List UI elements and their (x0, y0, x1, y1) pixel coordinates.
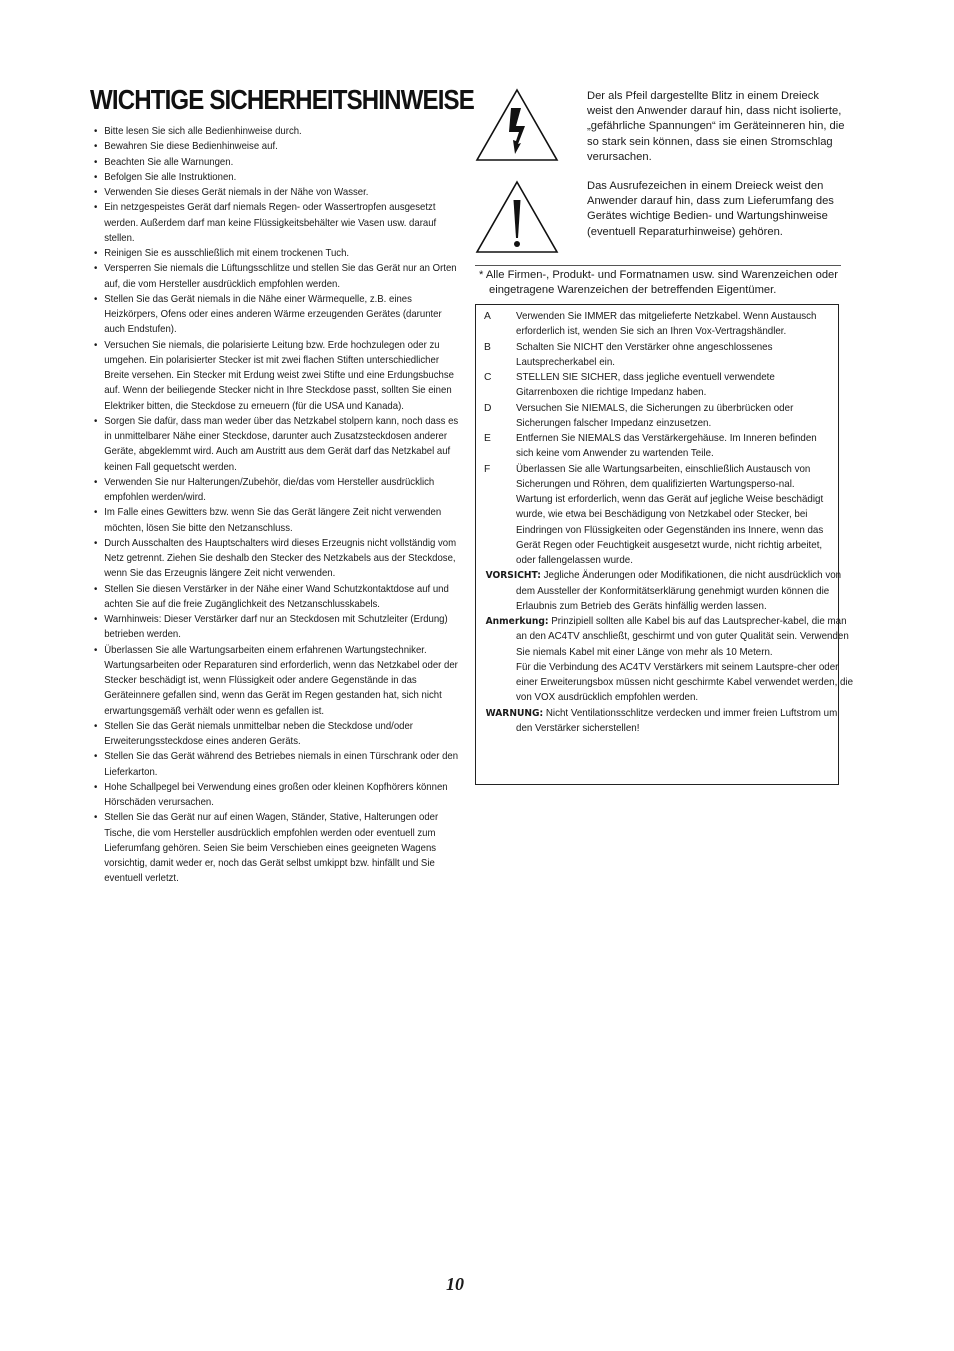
exclamation-triangle-icon (475, 180, 559, 254)
caution-text: Jegliche Änderungen oder Modifikationen, die nicht ausdrücklich von dem Aussteller der Konformitätserklärung genehmigt wurden können die Erlaubnis zum Betrieb des Geräts hinfällig werden lassen. (516, 570, 842, 612)
notice-item (484, 401, 824, 432)
notice-list (484, 309, 854, 736)
remark-text-2: Für die Verbindung des AC4TV Verstärkers mit seinem Lautspre-cher oder einer Erweiterungsbox müssen nicht geschirmte Kabel verwendet werden, die von VOX ausdrücklich empfohlen werden. (516, 661, 854, 704)
page-title: WICHTIGE SICHERHEITSHINWEISE (90, 84, 474, 115)
instruction-item: • Stellen Sie das Gerät niemals unmittelbar neben die Steckdose und/oder Erweiterungssteckdose eines anderen Geräts. (94, 719, 464, 750)
instruction-item: • Im Falle eines Gewitters bzw. wenn Sie das Gerät längere Zeit nicht verwenden möchten, lösen Sie bitte den Netzanschluss. (94, 505, 464, 536)
lightning-triangle-icon (475, 88, 559, 162)
instruction-item: • Warnhinweis: Dieser Verstärker darf nur an Steckdosen mit Schutzleiter (Erdung) betrieben werden. (94, 612, 464, 643)
notice-text: Überlassen Sie alle Wartungsarbeiten, einschließlich Austausch von Sicherungen und Röhren, dem qualifizierten Wartungsperso-nal. Wartung ist erforderlich, wenn das Gerät auf jegliche Weise beschädigt wurde, wie etwa bei Beschädigung von Netzkabel oder Stecker, bei Eindringen von Flüssigkeiten oder Gegenständen ins Innere, wenn das Gerät Regen oder Feuchtigkeit ausgesetzt wurde, nicht richtig arbeitet, oder fallengelassen wurde. (516, 463, 824, 566)
instruction-item: • Hohe Schallpegel bei Verwendung eines großen oder kleinen Kopfhörers können Hörschäden verursachen. (94, 780, 464, 811)
instruction-item: • Versuchen Sie niemals, die polarisierte Leitung bzw. Erde hochzulegen oder zu umgehen. Ein polarisierter Stecker ist mit zwei flachen Stiften unterschiedlicher Breite versehen. Ein Stecker mit Erdung weist zwei Stifte und eine Erdungsbuchse auf. Wenn der beiliegende Stecker nicht in Ihre Steckdose passt, sollten Sie einen Elektriker bitten, die Steckdose zu erneuern (für die USA und Kanada). (94, 338, 464, 414)
divider (475, 265, 841, 266)
remark-label: Anmerkung: (485, 616, 549, 627)
safety-instructions-list (94, 124, 462, 887)
lightning-symbol-text: Der als Pfeil dargestellte Blitz in einem Dreieck weist den Anwender darauf hin, dass nicht isolierte, „gefährliche Spannungen“ im Geräteinneren hin, die so stark sein können, dass sie einen Stromschlag verursachen. (587, 90, 845, 163)
notice-letter: C (484, 372, 492, 383)
instruction-item: • Befolgen Sie alle Instruktionen. (94, 170, 464, 185)
instruction-item: • Bitte lesen Sie sich alle Bedienhinweise durch. (94, 124, 464, 139)
instruction-item: • Verwenden Sie dieses Gerät niemals in der Nähe von Wasser. (94, 185, 464, 200)
instruction-item: • Stellen Sie das Gerät niemals in die Nähe einer Wärmequelle, z.B. eines Heizkörpers, Ofens oder eines anderen Wärme erzeugenden Gerätes (darunter auch Endstufen). (94, 292, 464, 338)
remark-notice (484, 614, 854, 706)
remark-text: Prinzipiell sollten alle Kabel bis auf das Lautsprecher-kabel, die man an den AC4TV anschließt, geschirmt und von guter Qualität sein. Verwenden Sie niemals Kabel mit einer Länge von mehr als 10 Metern. (516, 616, 849, 658)
notice-letter: D (484, 402, 492, 414)
instruction-item: • Ein netzgespeistes Gerät darf niemals Regen- oder Wassertropfen ausgesetzt werden. Außerdem darf man keine Flüssigkeitsbehälter wie Vasen usw. darauf stellen. (94, 200, 464, 246)
instruction-item: • Bewahren Sie diese Bedienhinweise auf. (94, 139, 464, 154)
notice-text: Verwenden Sie IMMER das mitgelieferte Netzkabel. Wenn Austausch erforderlich ist, wenden Sie sich an Ihren Vox-Vertragshändler. (516, 311, 817, 338)
caution-notice (484, 568, 842, 614)
exclamation-symbol-text: Das Ausrufezeichen in einem Dreieck weist den Anwender darauf hin, dass zum Lieferumfang des Gerätes wichtige Bedien- und Wartungshinweise (eventuell Reparaturhinweise) gehören. (587, 180, 834, 238)
instruction-item: • Stellen Sie das Gerät während des Betriebes niemals in einen Türschrank oder den Lieferkarton. (94, 749, 464, 780)
instruction-item: • Überlassen Sie alle Wartungsarbeiten einem erfahrenen Wartungstechniker. Wartungsarbeiten oder Reparaturen sind erforderlich, wenn das Netzkabel oder der Stecker beschädigt ist, wenn Flüssigkeit oder andere Gegenstände in das Geräteinnere gefallen sind, wenn das Gerät im Regen gestanden hat, sich nicht erwartungsgemäß verhält oder wenn es gefallen ist. (94, 643, 464, 719)
instruction-item: • Beachten Sie alle Warnungen. (94, 155, 464, 170)
instruction-item: • Versperren Sie niemals die Lüftungsschlitze und stellen Sie das Gerät nur an Orten auf, die vom Hersteller ausdrücklich empfohlen werden. (94, 261, 464, 292)
trademark-note: * Alle Firmen-, Produkt- und Formatnamen usw. sind Warenzeichen oder eingetragene Warenzeichen der betreffenden Eigentümer. (479, 269, 838, 297)
notice-item (484, 370, 824, 401)
notice-letter: B (484, 341, 491, 353)
notice-item (484, 431, 824, 462)
instruction-item: • Sorgen Sie dafür, dass man weder über das Netzkabel stolpern kann, noch dass es in unmittelbarer Nähe einer Steckdose, darunter auch Zusatzsteckdosen anderer Geräte, abgeklemmt wird. Auch am Austritt aus dem Gerät darf das Netzkabel auf keinen Fall gequetscht werden. (94, 414, 464, 475)
notice-text: STELLEN SIE SICHER, dass jegliche eventuell verwendete Gitarrenboxen die richtige Impedanz haben. (516, 372, 775, 399)
notice-item (484, 462, 824, 569)
notice-letter: E (484, 433, 491, 444)
notice-text: Schalten Sie NICHT den Verstärker ohne angeschlossenes Lautsprecherkabel ein. (516, 341, 773, 368)
notice-item (484, 340, 824, 371)
notice-letter: A (484, 311, 491, 322)
notice-text: Versuchen Sie NIEMALS, die Sicherungen zu überbrücken oder Sicherungen falscher Impedanz einzusetzen. (516, 402, 794, 429)
instruction-item: • Reinigen Sie es ausschließlich mit einem trockenen Tuch. (94, 246, 464, 261)
instruction-item: • Stellen Sie diesen Verstärker in der Nähe einer Wand Schutzkontaktdose auf und achten Sie auf die freie Zugänglichkeit des Netzanschlusskabels. (94, 582, 464, 613)
page-number: 10 (446, 1274, 464, 1294)
amplifier-notice-box (475, 304, 854, 785)
instruction-item: • Stellen Sie das Gerät nur auf einen Wagen, Ständer, Stative, Halterungen oder Tische, die vom Hersteller ausdrücklich empfohlen werden oder eventuell zum Lieferumfang gehören. Seien Sie beim Verschieben eines geeigneten Wagens vorsichtig, damit weder er, noch das Gerät selbst umkippt bzw. hinfällt und Sie eventuell verletzt. (94, 810, 464, 886)
notice-letter: F (484, 463, 491, 475)
caution-label: VORSICHT: (485, 570, 541, 582)
warning-text: Nicht Ventilationsschlitze verdecken und immer freien Luftstrom um den Verstärker sicherstellen! (516, 707, 838, 734)
warning-notice (484, 706, 838, 737)
notice-item (484, 309, 824, 340)
notice-text: Entfernen Sie NIEMALS das Verstärkergehäuse. Im Inneren befinden sich keine vom Anwender zu wartenden Teile. (516, 433, 817, 460)
warning-label: WARNUNG: (485, 707, 544, 719)
instruction-item: • Verwenden Sie nur Halterungen/Zubehör, die/das vom Hersteller ausdrücklich empfohlen werden/wird. (94, 475, 464, 506)
instruction-item: • Durch Ausschalten des Hauptschalters wird dieses Erzeugnis nicht vollständig vom Netz getrennt. Ziehen Sie deshalb den Stecker des Netzkabels aus der Steckdose, wenn Sie das Erzeugnis längere Zeit nicht verwenden. (94, 536, 464, 582)
